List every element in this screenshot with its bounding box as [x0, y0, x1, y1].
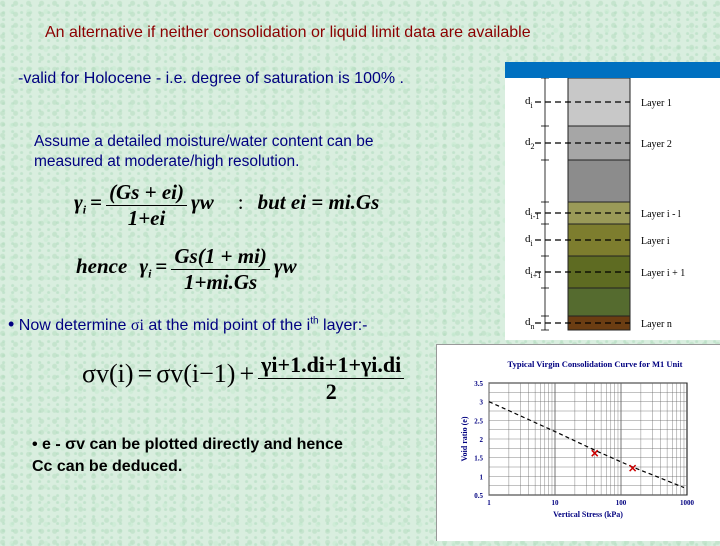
now-post: layer:-	[318, 317, 368, 334]
eq2-hence: hence	[76, 254, 128, 279]
plot-note-line1: • e - σv can be plotted directly and hence	[32, 436, 343, 453]
y-tick-label: 1	[479, 473, 483, 482]
thickness-sub: 2	[530, 142, 535, 151]
layer-band	[568, 288, 630, 316]
eq2-numerator: Gs(1 + mi)	[171, 244, 269, 270]
eq1-lhs-sub: i	[82, 202, 87, 217]
now-sigma: σi	[130, 317, 144, 334]
now-sup: th	[310, 315, 319, 327]
eq3-denominator: 2	[325, 379, 337, 404]
eq3-plus: +	[239, 359, 255, 389]
x-tick-label: 10	[551, 499, 559, 507]
layer-diagram	[505, 78, 720, 340]
plot-note	[32, 434, 343, 478]
eq2-fraction	[171, 244, 269, 295]
thickness-label: $d_{i+1}$	[525, 265, 542, 280]
y-axis-label: Void ratio (e)	[460, 416, 469, 462]
thickness-sub: i+1	[530, 271, 542, 280]
thickness-label: $d_i$	[525, 233, 533, 248]
y-tick-label: 2	[479, 436, 483, 444]
eq1-fraction	[106, 180, 187, 231]
thickness-label: $d_2$	[525, 136, 535, 151]
layer-label: Layer i + 1	[641, 268, 686, 279]
eq3-lhs: σv(i)	[82, 359, 134, 389]
eq3-equals: =	[137, 359, 153, 389]
thickness-label: $d_n$	[525, 316, 535, 331]
header-bar	[505, 62, 720, 78]
eq1-lhs: γ	[74, 190, 83, 215]
x-tick-label: 100	[615, 499, 627, 507]
equation-vertical-stress	[82, 352, 404, 405]
layer-label: Layer i	[641, 236, 670, 247]
chart-svg	[437, 345, 720, 541]
eq1-colon: :	[237, 190, 244, 215]
thickness-label: $d_i$	[525, 95, 533, 110]
now-mid: at the mid point of the i	[143, 317, 311, 334]
eq2-mult: γw	[273, 254, 297, 279]
thickness-sub: i	[530, 239, 533, 248]
thickness-sub: i-1	[530, 212, 540, 221]
determine-stress-text: • Now determine σi at the mid point of the $i^{th}$ layer:-	[8, 314, 368, 334]
thickness-label: $d_{i-1}$	[525, 206, 540, 221]
x-axis-label: Vertical Stress (kPa)	[553, 510, 623, 519]
eq2-denominator: 1+mi.Gs	[184, 270, 258, 294]
y-tick-label: 3.5	[474, 380, 483, 388]
eq1-but-clause: but ei = mi.Gs	[257, 190, 380, 215]
thickness-sub: n	[530, 322, 535, 331]
equation-unit-weight: $\gamma_i$ = $\frac{(Gs + ei)}{1+ei}$ γw : but ei = mi.Gs	[74, 180, 380, 230]
now-pre: Now determine	[18, 317, 131, 334]
eq3-numerator: γi+1.di+1+γi.di	[258, 352, 404, 379]
validity-note: -valid for Holocene - i.e. degree of saturation is 100% .	[18, 70, 404, 87]
layer-label: Layer 1	[641, 98, 672, 109]
layer-band	[568, 160, 630, 202]
layer-label: Layer n	[641, 319, 672, 330]
eq3-fraction	[258, 352, 404, 405]
slide-title: An alternative if neither consolidation or liquid limit data are available	[45, 24, 531, 41]
layer-label: Layer i - l	[641, 209, 681, 220]
chart-title: Typical Virgin Consolidation Curve for M1 Unit	[507, 359, 683, 369]
equation-hence: hence $\gamma_i$ = $\frac{Gs(1 + mi)}{1+mi.Gs}$ γw	[76, 244, 297, 294]
y-tick-label: 0.5	[474, 492, 483, 500]
assumption-text: Assume a detailed moisture/water content can be measured at moderate/high resolution.	[34, 133, 374, 170]
eq1-mult: γw	[191, 190, 214, 215]
y-tick-label: 2.5	[474, 417, 483, 426]
thickness-sub: i	[530, 101, 533, 110]
consolidation-chart	[436, 344, 720, 541]
eq2-lhs: γ	[139, 254, 149, 279]
y-tick-label: 1.5	[474, 454, 483, 463]
x-tick-label: 1	[487, 499, 491, 507]
eq3-rhs1: σv(i−1)	[156, 359, 236, 389]
x-tick-label: 1000	[680, 499, 694, 507]
layer-label: Layer 2	[641, 139, 672, 150]
eq1-numerator: (Gs + ei)	[106, 180, 187, 206]
eq1-denominator: 1+ei	[127, 206, 166, 230]
plot-note-line2: Cc can be deduced.	[32, 458, 183, 475]
y-tick-label: 3	[479, 398, 483, 407]
eq2-lhs-sub: i	[148, 266, 152, 281]
